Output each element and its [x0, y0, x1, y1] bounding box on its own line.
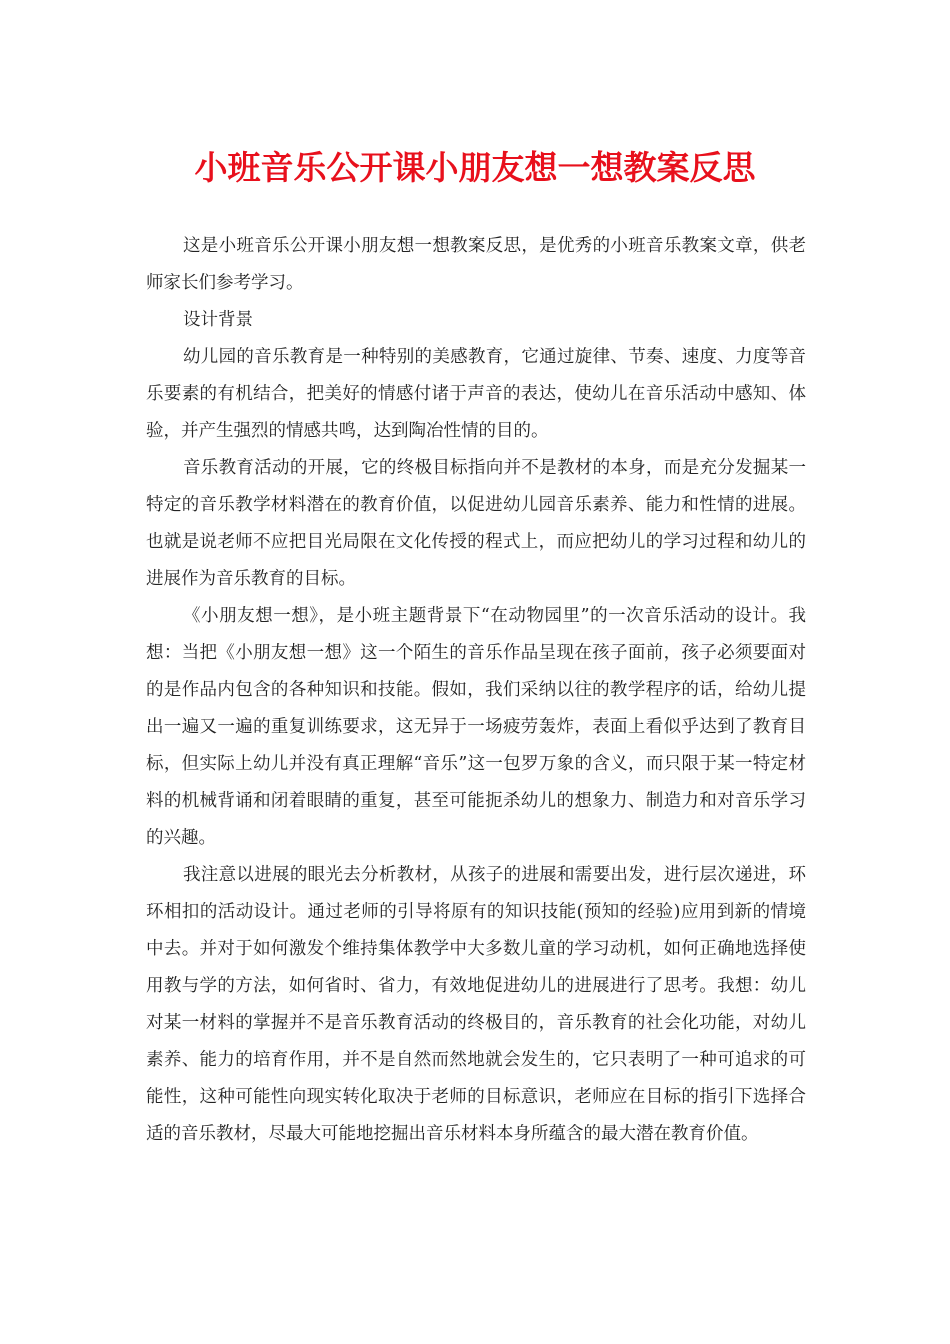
paragraph-teaching-goal: 音乐教育活动的开展，它的终极目标指向并不是教材的本身，而是充分发掘某一特定的音乐教学材料潜在的教育价值，以促进幼儿园音乐素养、能力和性情的进展。也就是说老师不应把目光局限在文化传授的程式上，而应把幼儿的学习过程和幼儿的进展作为音乐教育的目标。 [146, 458, 806, 589]
paragraph-reflection: 我注意以进展的眼光去分析教材，从孩子的进展和需要出发，进行层次递进，环环相扣的活动设计。通过老师的引导将原有的知识技能(预知的经验)应用到新的情境中去。并对于如何激发个维持集体教学中大多数儿童的学习动机，如何正确地选择使用教与学的方法，如何省时、省力，有效地促进幼儿的进展进行了思考。我想：幼儿对某一材料的掌握并不是音乐教育活动的终极目的，音乐教育的社会化功能，对幼儿素养、能力的培育作用，并不是自然而然地就会发生的，它只表明了一种可追求的可能性，这种可能性向现实转化取决于老师的目标意识，老师应在目标的指引下选择合适的音乐教材，尽最大可能地挖掘出音乐材料本身所蕴含的最大潜在教育价值。 [146, 865, 806, 1144]
paragraph-aesthetic-education: 幼儿园的音乐教育是一种特别的美感教育，它通过旋律、节奏、速度、力度等音乐要素的有机结合，把美好的情感付诸于声音的表达，使幼儿在音乐活动中感知、体验，并产生强烈的情感共鸣，达到陶冶性情的目的。 [146, 347, 806, 441]
paragraph-activity-design: 《小朋友想一想》，是小班主题背景下“在动物园里”的一次音乐活动的设计。我想：当把《小朋友想一想》这一个陌生的音乐作品呈现在孩子面前，孩子必须要面对的是作品内包含的各种知识和技能。假如，我们采纳以往的教学程序的话，给幼儿提出一遍又一遍的重复训练要求，这无异于一场疲劳轰炸，表面上看似乎达到了教育目标，但实际上幼儿并没有真正理解“音乐”这一包罗万象的含义，而只限于某一特定材料的机械背诵和闭着眼睛的重复，甚至可能扼杀幼儿的想象力、制造力和对音乐学习的兴趣。 [146, 606, 806, 848]
section-heading-design-background: 设计背景 [183, 310, 253, 330]
paragraph-intro: 这是小班音乐公开课小朋友想一想教案反思，是优秀的小班音乐教案文章，供老师家长们参考学习。 [146, 236, 806, 293]
document-title: 小班音乐公开课小朋友想一想教案反思 [194, 148, 756, 187]
document-body [146, 228, 806, 1153]
